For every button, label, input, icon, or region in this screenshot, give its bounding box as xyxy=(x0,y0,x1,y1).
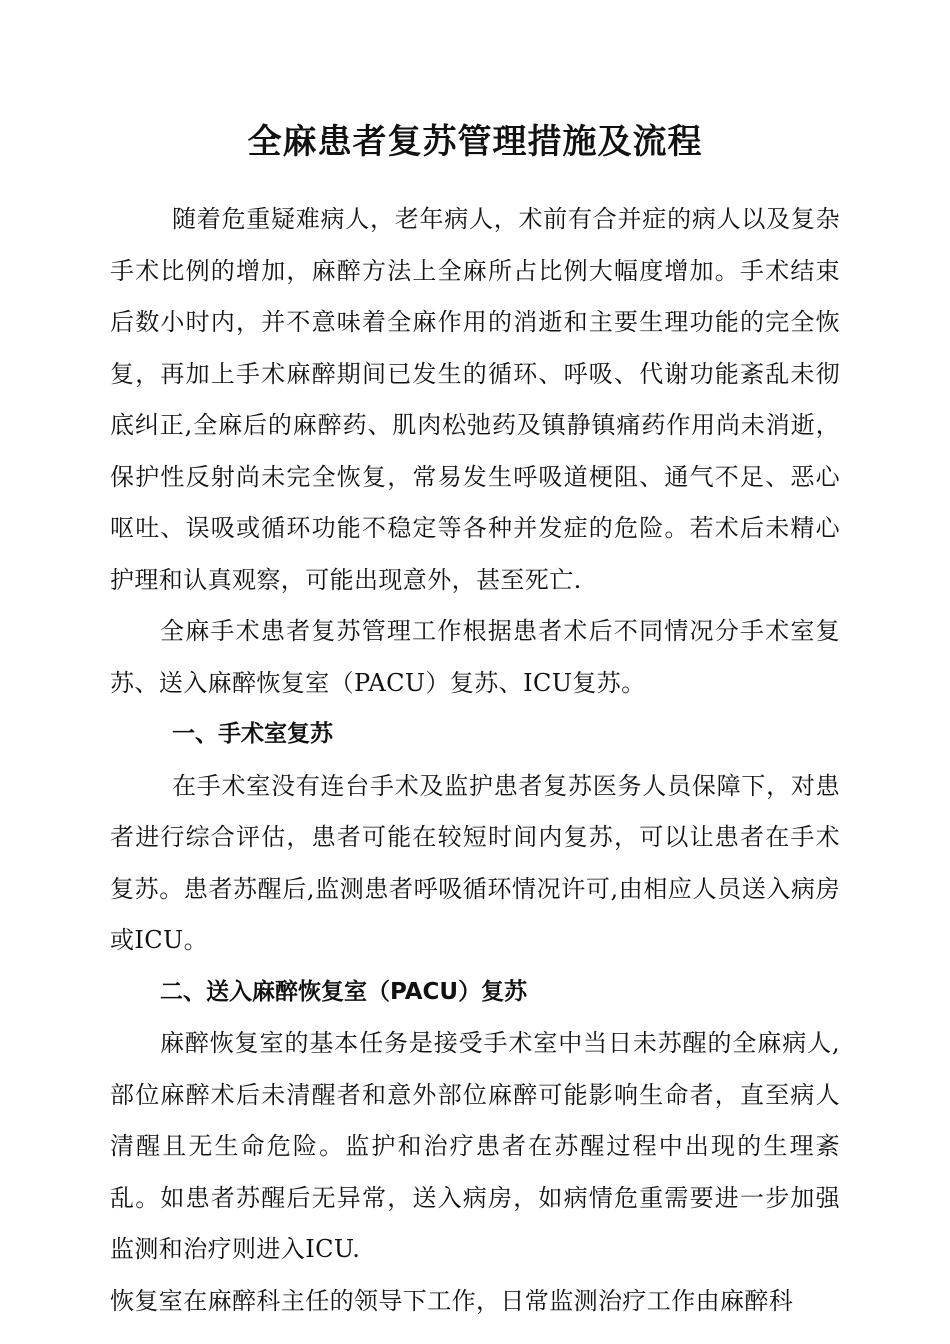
section-heading-operating-room: 一、手术室复苏 xyxy=(172,721,333,747)
document-body xyxy=(110,194,840,1327)
section-paragraph-pacu-continued: 恢复室在麻醉科主任的领导下工作，日常监测治疗工作由麻醉科 xyxy=(110,1286,794,1315)
section-paragraph-operating-room: 在手术室没有连台手术及监护患者复苏医务人员保障下，对患者进行综合评估，患者可能在较短时间内复苏，可以让患者在手术复苏。患者苏醒后,监测患者呼吸循环情况许可,由相应人员送入病房或ICU。 xyxy=(110,771,840,954)
section-heading-pacu: 二、送入麻醉恢复室（PACU）复苏 xyxy=(160,978,528,1005)
overview-paragraph: 全麻手术患者复苏管理工作根据患者术后不同情况分手术室复苏、送入麻醉恢复室（PACU）复苏、ICU复苏。 xyxy=(110,617,840,697)
document-title: 全麻患者复苏管理措施及流程 xyxy=(247,122,703,162)
section-paragraph-pacu: 麻醉恢复室的基本任务是接受手术室中当日未苏醒的全麻病人,部位麻醉术后未清醒者和意外部位麻醉可能影响生命者，直至病人清醒且无生命危险。监护和治疗患者在苏醒过程中出现的生理紊乱。如患者苏醒后无异常，送入病房，如病情危重需要进一步加强监测和治疗则进入ICU. xyxy=(110,1029,840,1263)
intro-paragraph: 随着危重疑难病人，老年病人，术前有合并症的病人以及复杂手术比例的增加，麻醉方法上全麻所占比例大幅度增加。手术结束后数小时内，并不意味着全麻作用的消逝和主要生理功能的完全恢复，再加上手术麻醉期间已发生的循环、呼吸、代谢功能紊乱未彻底纠正,全麻后的麻醉药、肌肉松弛药及镇静镇痛药作用尚未消逝，保护性反射尚未完全恢复，常易发生呼吸道梗阻、通气不足、恶心呕吐、误吸或循环功能不稳定等各种并发症的危险。若术后未精心护理和认真观察，可能出现意外，甚至死亡. xyxy=(110,205,840,594)
